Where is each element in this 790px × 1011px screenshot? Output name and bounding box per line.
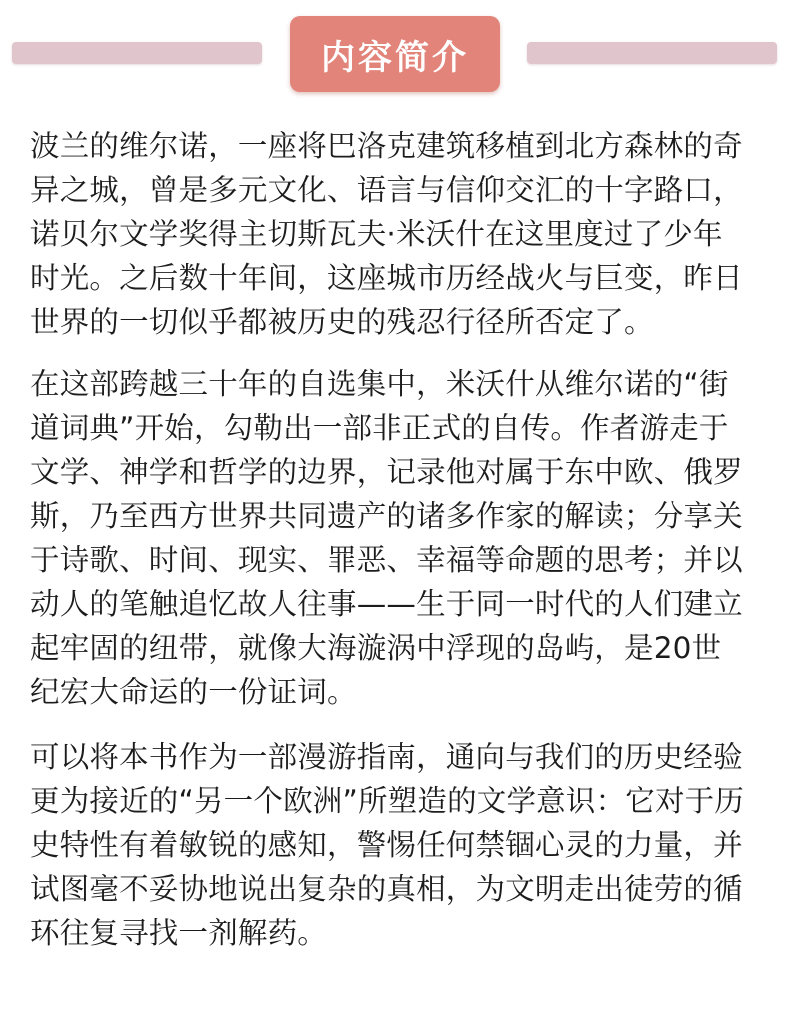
header-decor-bar-left <box>12 42 262 64</box>
intro-paragraph-2: 在这部跨越三十年的自选集中，米沃什从维尔诺的“街道词典”开始，勾勒出一部非正式的自传。作者游走于文学、神学和哲学的边界，记录他对属于东中欧、俄罗斯，乃至西方世界共同遗产的诸多作家的解读；分享关于诗歌、时间、现实、罪恶、幸福等命题的思考；并以动人的笔触追忆故人往事——生于同一时代的人们建立起牢固的纽带，就像大海漩涡中浮现的岛屿，是20世纪宏大命运的一份证词。 <box>30 367 743 709</box>
intro-text-body <box>30 124 746 955</box>
intro-paragraph-1: 波兰的维尔诺，一座将巴洛克建筑移植到北方森林的奇异之城，曾是多元文化、语言与信仰交汇的十字路口，诺贝尔文学奖得主切斯瓦夫·米沃什在这里度过了少年时光。之后数十年间，这座城市历经战火与巨变，昨日世界的一切似乎都被历史的残忍行径所否定了。 <box>30 129 743 339</box>
intro-paragraph-3: 可以将本书作为一部漫游指南，通向与我们的历史经验更为接近的“另一个欧洲”所塑造的文学意识：它对于历史特性有着敏锐的感知，警惕任何禁锢心灵的力量，并试图毫不妥协地说出复杂的真相，为文明走出徒劳的循环往复寻找一剂解药。 <box>30 740 745 950</box>
section-title-badge: 内容简介 <box>290 16 500 92</box>
header-decor-bar-right <box>527 42 777 64</box>
